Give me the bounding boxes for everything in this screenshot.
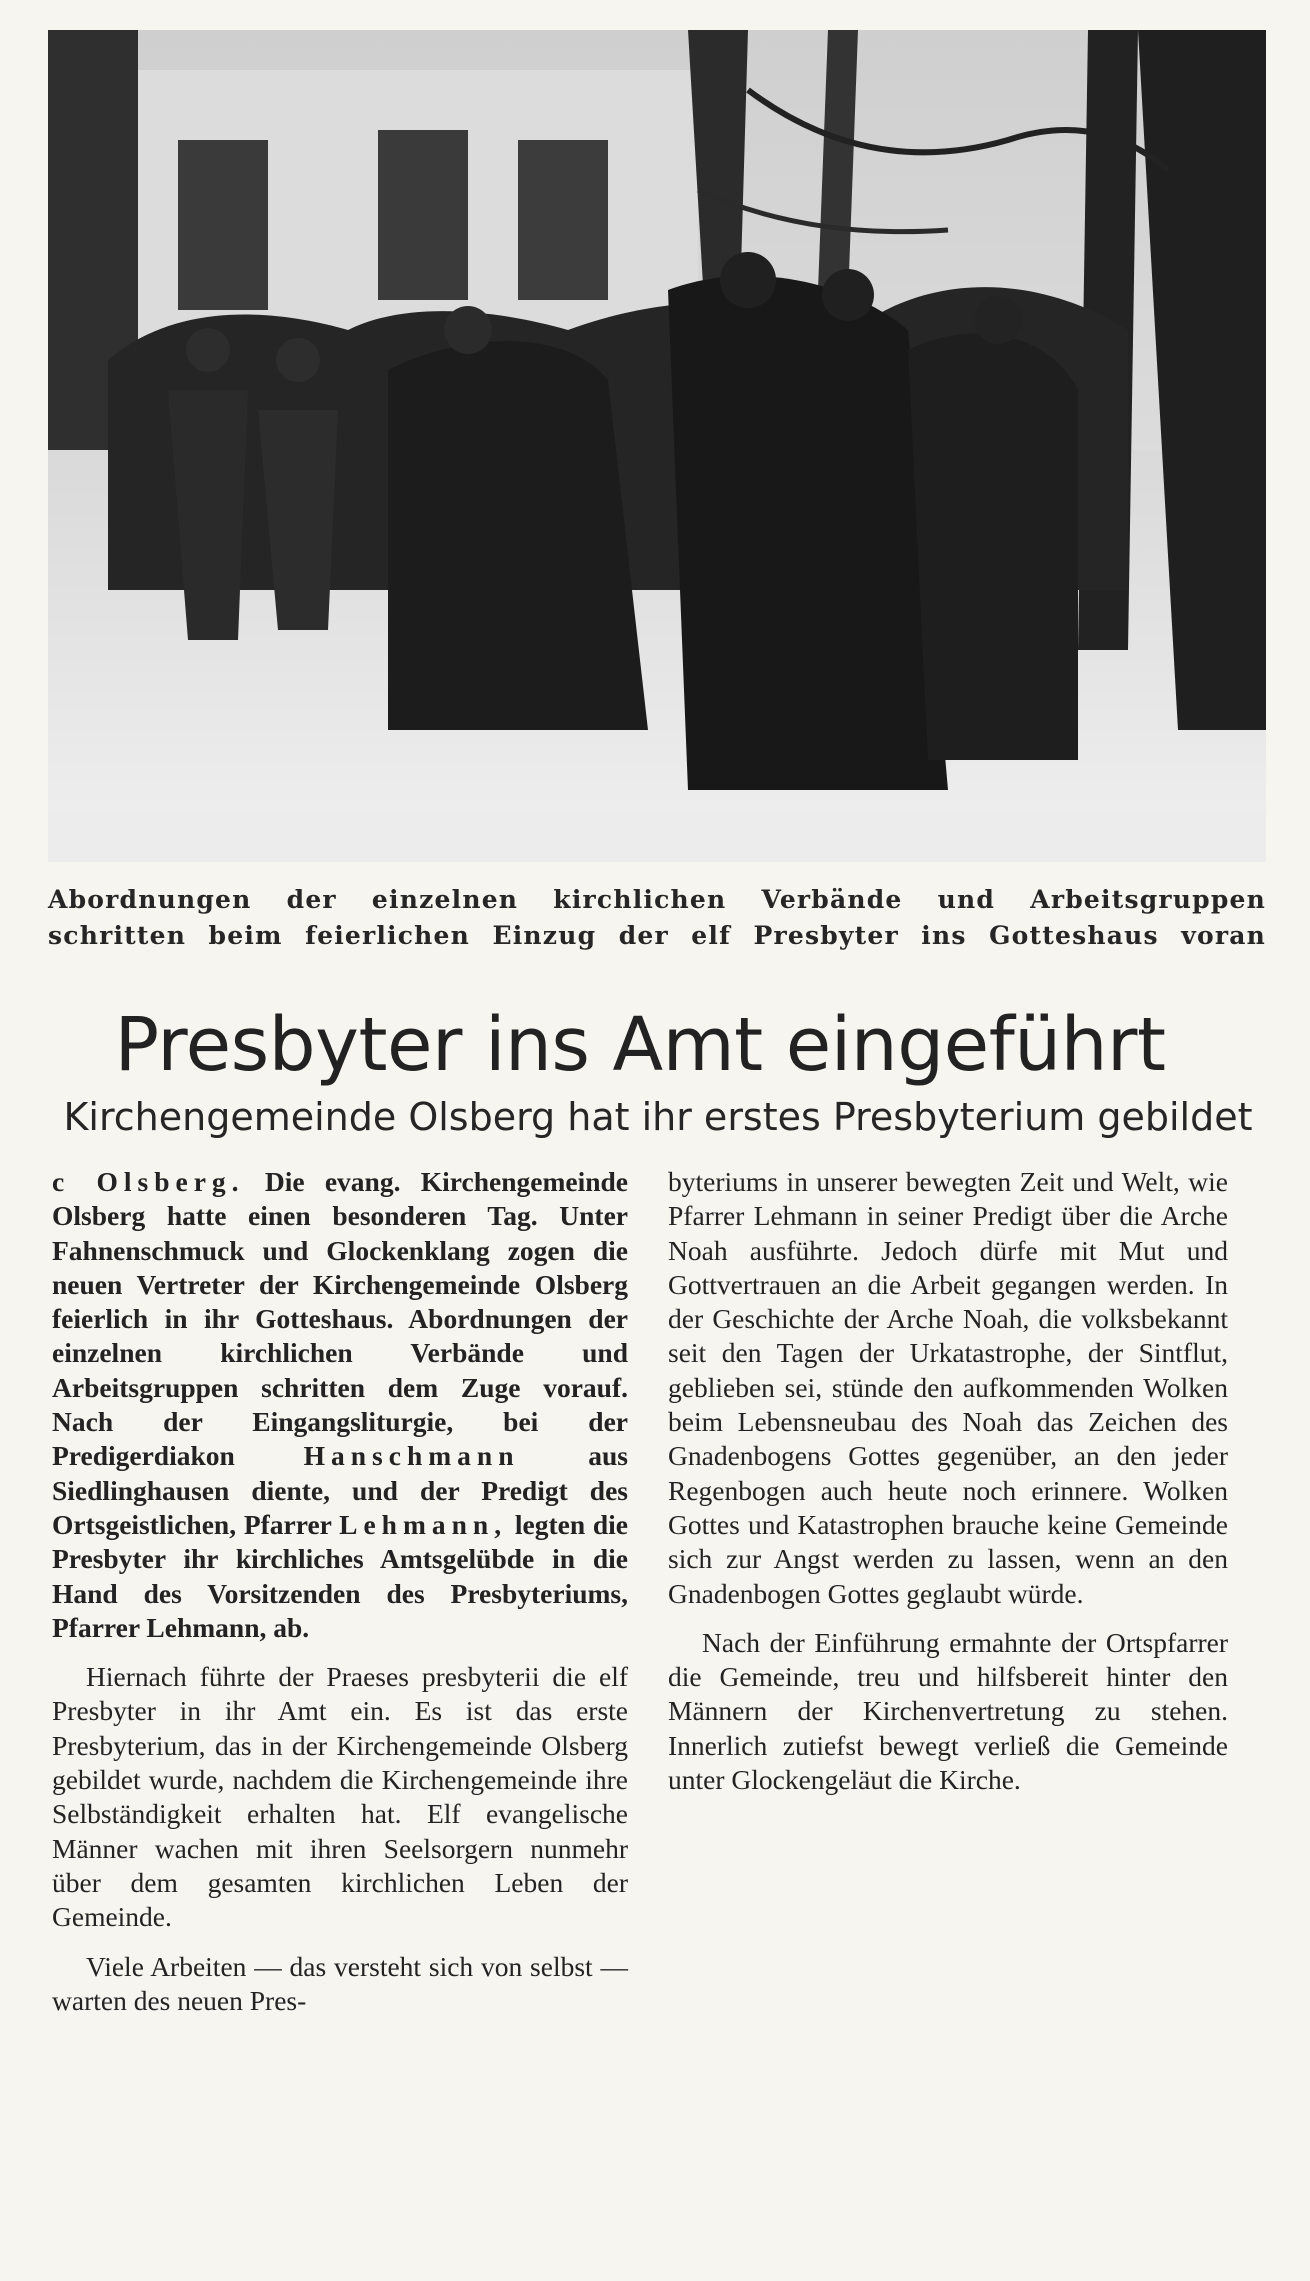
caption-line-1: Abordnungen der einzelnen kirchlichen Verbände und Arbeitsgruppen (48, 885, 1266, 914)
headline: Presbyter ins Amt eingeführt (114, 1002, 1166, 1088)
lead-text: Die evang. Kirchengemeinde Olsberg hatte einen besonderen Tag. Unter Fahnenschmuck und Glockenklang zogen die neuen Vertreter der Kirchengemeinde Olsberg feierlich in ihr Gotteshaus. Abordnungen der einzelnen kirchlichen Verbände und Arbeitsgruppen schritten dem Zuge vorauf. Nach der Eingangsliturgie, bei der Predigerdiakon (52, 1166, 629, 1472)
photo-procession (48, 30, 1266, 862)
photo-caption (48, 882, 1266, 954)
paragraph-3: Viele Arbeiten — das versteht sich von selbst — warten des neuen Pres- (52, 1950, 628, 2016)
lead-text-2: aus Siedlinghausen diente, und der Predigt des Ortsgeistlichen, Pfarrer (52, 1440, 629, 1540)
lead-paragraph (52, 1165, 628, 1645)
subheadline: Kirchengemeinde Olsberg hat ihr erstes Presbyterium gebildet (63, 1095, 1253, 1139)
photo-procession-icon (48, 30, 1266, 862)
article-column-right (668, 1165, 1228, 1812)
name-hanschmann: Hanschmann (303, 1440, 520, 1472)
paragraph-5: Nach der Einführung ermahnte der Ortspfarrer die Gemeinde, treu und hilfsbereit hinter den Männern der Kirchenvertretung zu stehen. Innerlich zutiefst bewegt verließ die Gemeinde unter Glockengeläut die Kirche. (668, 1626, 1228, 1796)
caption-line-2: schritten beim feierlichen Einzug der elf Presbyter ins Gotteshaus voran (48, 921, 1266, 950)
paragraph-4: byteriums in unserer bewegten Zeit und Welt, wie Pfarrer Lehmann in seiner Predigt über die Arche Noah ausführte. Jedoch dürfe mit Mut und Gottvertrauen an die Arbeit gegangen werden. In der Geschichte der Arche Noah, die volksbekannt seit den Tagen der Urkatastrophe, der Sintflut, geblieben sei, stünde den aufkommenden Wolken beim Lebensneubau des Noah das Zeichen des Gnadenbogens Gottes gegenüber, an den jeder Regenbogen auch heute noch erinnere. Wolken Gottes und Katastrophen brauche keine Gemeinde sich zur Angst werden zu lassen, wenn an den Gnadenbogen Gottes geglaubt würde. (668, 1166, 1228, 1609)
lead-text-3: legten die Presbyter ihr kirchliches Amtsgelübde in die Hand des Vorsitzenden des Presbyteriums, Pfarrer Lehmann, ab. (52, 1508, 629, 1643)
dateline: c Olsberg. (52, 1166, 245, 1197)
article-column-left (52, 1165, 628, 2033)
name-lehmann: Lehmann, (339, 1508, 508, 1540)
paragraph-2: Hiernach führte der Praeses presbyterii die elf Presbyter in ihr Amt ein. Es ist das erste Presbyterium, das in der Kirchengemeinde Olsberg gebildet wurde, nachdem die Kirchengemeinde ihre Selbständigkeit erhalten hat. Elf evangelische Männer wachen mit ihren Seelsorgern nunmehr über dem gesamten kirchlichen Leben der Gemeinde. (52, 1661, 628, 1933)
